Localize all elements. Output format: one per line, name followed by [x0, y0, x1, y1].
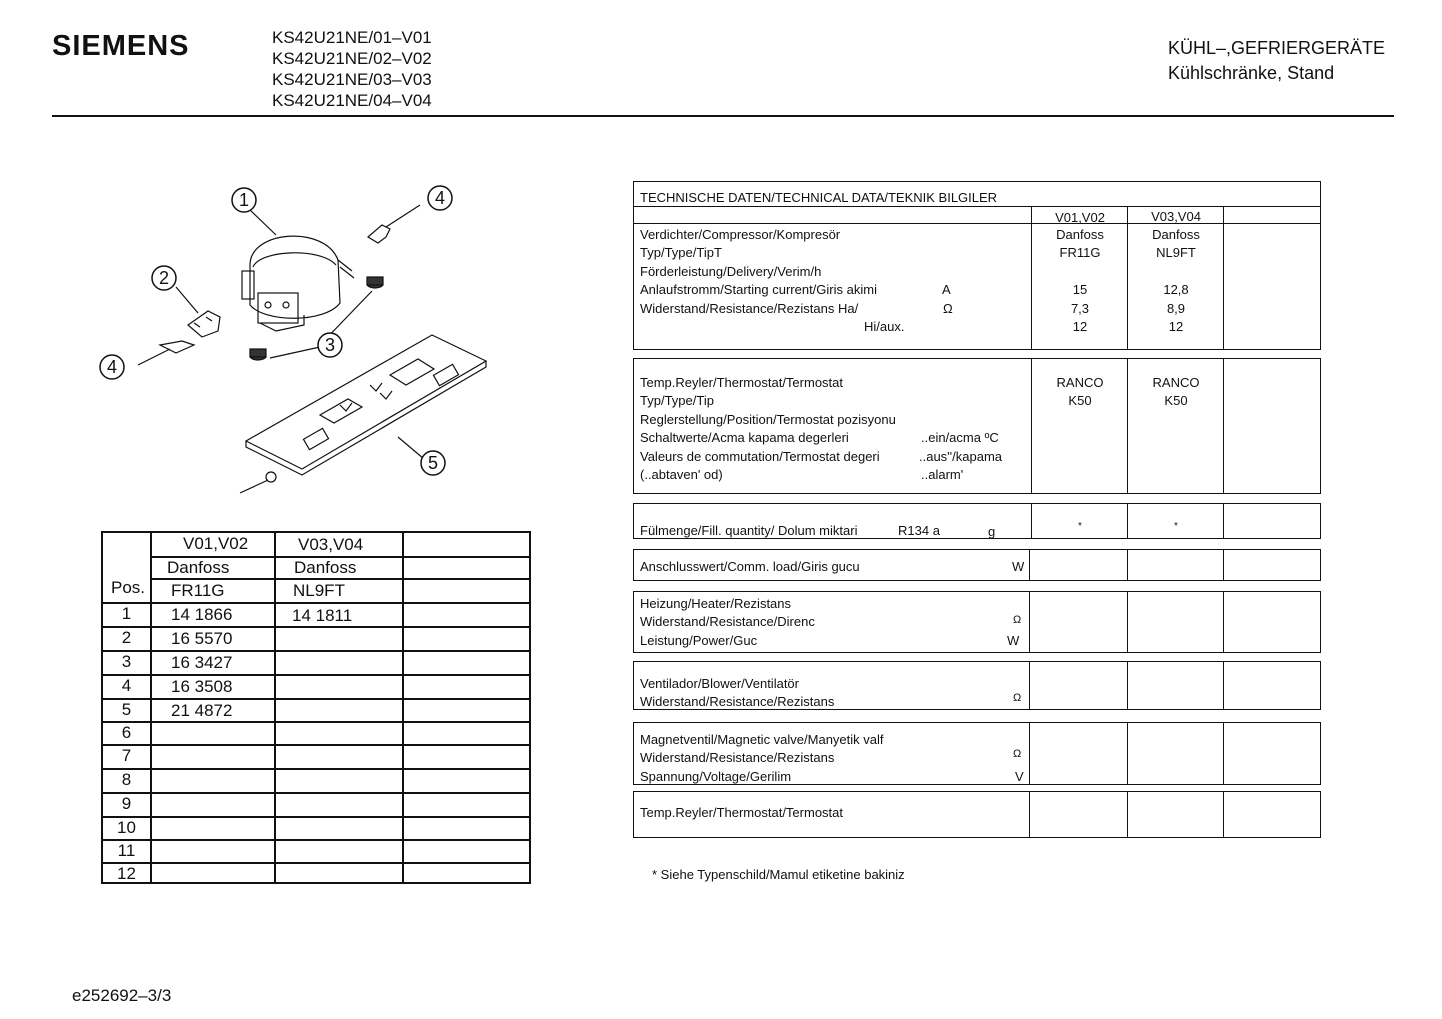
parts-pos: 2	[121, 628, 132, 647]
parts-number: 14 1866	[171, 605, 233, 624]
callout-label: 3	[324, 335, 336, 355]
tech-value: 8,9	[1166, 301, 1186, 316]
callout-label: 5	[427, 453, 439, 473]
document-id: e252692–3/3	[72, 986, 172, 1005]
tech-line: Valeurs de commutation/Termostat degeri	[640, 449, 880, 464]
model-list	[272, 27, 432, 111]
parts-pos: 8	[121, 770, 132, 789]
unit-label: Ω	[1013, 748, 1022, 760]
tech-line: Anschlusswert/Comm. load/Giris gucu	[640, 559, 860, 574]
parts-pos: 3	[121, 652, 132, 671]
tech-value: *	[1174, 521, 1178, 532]
category	[1168, 36, 1385, 86]
model-item: KS42U21NE/04–V04	[272, 91, 432, 110]
callout-label: 2	[158, 268, 170, 288]
tech-value: 15	[1072, 282, 1088, 297]
header-divider	[52, 115, 1394, 117]
model-item: KS42U21NE/02–V02	[272, 49, 432, 68]
tech-line: Anlaufstromm/Starting current/Giris akimi	[640, 282, 877, 297]
parts-pos: 10	[117, 818, 136, 837]
tech-line: Widerstand/Resistance/Direnc	[640, 614, 815, 629]
unit-label: g	[988, 524, 996, 539]
footnote: * Siehe Typenschild/Mamul etiketine bakiniz	[652, 867, 905, 882]
tech-suffix: ..ein/acma ºC	[921, 430, 999, 445]
unit-label: W	[1007, 633, 1020, 648]
tech-value: 12	[1168, 319, 1184, 334]
parts-pos: 4	[121, 676, 132, 695]
tech-value: K50	[1068, 393, 1092, 408]
tech-suffix: ..alarm'	[921, 467, 964, 482]
callout-label: 4	[434, 188, 446, 208]
tech-box-fill	[633, 503, 1321, 539]
tech-line: Fülmenge/Fill. quantity/ Dolum miktari	[640, 523, 858, 538]
tech-line: Magnetventil/Magnetic valve/Manyetik valf	[640, 732, 884, 747]
tech-value: FR11G	[1059, 245, 1101, 260]
pos-label: Pos.	[111, 578, 146, 597]
parts-brand: Danfoss	[294, 558, 357, 577]
unit-label: V	[1015, 769, 1024, 784]
tech-line: Reglerstellung/Position/Termostat pozisyonu	[640, 412, 896, 427]
parts-brand: Danfoss	[167, 558, 230, 577]
parts-pos: 9	[121, 794, 132, 813]
model-item: KS42U21NE/01–V01	[272, 28, 432, 47]
unit-label: W	[1012, 559, 1025, 574]
parts-number: 21 4872	[171, 701, 233, 720]
tech-value: 12,8	[1163, 282, 1189, 297]
parts-number: 16 3508	[171, 677, 233, 696]
tech-value: RANCO	[1152, 375, 1200, 390]
tech-line: Widerstand/Resistance/Rezistans Ha/	[640, 301, 859, 316]
tech-box-thermostat2	[633, 791, 1321, 838]
tech-line: Temp.Reyler/Thermostat/Termostat	[640, 805, 844, 820]
tech-col-header: V01,V02	[1055, 210, 1105, 225]
unit-label: Ω	[943, 301, 953, 316]
parts-number: 16 3427	[171, 653, 233, 672]
unit-label: Ω	[1013, 614, 1022, 626]
unit-label: Ω	[1013, 692, 1022, 704]
tech-box-thermostat	[633, 358, 1321, 494]
tech-line: Temp.Reyler/Thermostat/Termostat	[640, 375, 844, 390]
parts-pos: 5	[121, 700, 132, 719]
tech-title: TECHNISCHE DATEN/TECHNICAL DATA/TEKNIK BILGILER	[640, 190, 998, 205]
tech-line: Typ/Type/Tip	[640, 393, 714, 408]
category-title: KÜHL–,GEFRIERGERÄTE	[1168, 38, 1386, 58]
tech-line: Schaltwerte/Acma kapama degerleri	[640, 430, 849, 445]
tech-suffix: ..aus''/kapama	[919, 449, 1003, 464]
tech-value: NL9FT	[1156, 245, 1196, 260]
tech-box-valve	[633, 722, 1321, 785]
tech-line: Heizung/Heater/Rezistans	[640, 596, 792, 611]
tech-line: Hi/aux.	[864, 319, 905, 334]
tech-line: (..abtaven' od)	[640, 467, 723, 482]
tech-box-heater	[633, 591, 1321, 653]
tech-line: Ventilador/Blower/Ventilatör	[640, 676, 799, 691]
brand-logo: SIEMENS	[52, 30, 190, 62]
tech-col-header: V03,V04	[1151, 209, 1201, 224]
unit-label: A	[942, 282, 951, 297]
tech-line: Verdichter/Compressor/Kompresör	[640, 227, 841, 242]
tech-box-blower	[633, 661, 1321, 710]
refrigerant: R134 a	[898, 523, 940, 538]
tech-line: Förderleistung/Delivery/Verim/h	[640, 264, 822, 279]
parts-pos: 1	[121, 604, 132, 623]
tech-value: K50	[1164, 393, 1188, 408]
tech-value: Danfoss	[1056, 227, 1104, 242]
callout-label: 1	[238, 190, 250, 210]
tech-value: 12	[1072, 319, 1088, 334]
parts-col-header: V01,V02	[183, 534, 249, 553]
parts-pos: 6	[121, 723, 132, 742]
tech-box-compressor	[633, 181, 1321, 350]
tech-value: *	[1078, 521, 1082, 532]
parts-table	[101, 531, 531, 884]
tech-line: Leistung/Power/Guc	[640, 633, 758, 648]
compressor-exploded-diagram	[90, 175, 510, 505]
parts-number: 14 1811	[292, 606, 353, 625]
tech-value: 7,3	[1070, 301, 1090, 316]
parts-col-header: V03,V04	[298, 535, 364, 554]
parts-pos: 12	[117, 864, 136, 883]
tech-line: Widerstand/Resistance/Rezistans	[640, 694, 835, 709]
category-subtitle: Kühlschränke, Stand	[1168, 63, 1335, 83]
parts-number: 16 5570	[171, 629, 233, 648]
model-item: KS42U21NE/03–V03	[272, 70, 432, 89]
callout-label: 4	[106, 357, 118, 377]
parts-pos: 7	[121, 746, 132, 765]
tech-line: Widerstand/Resistance/Rezistans	[640, 750, 835, 765]
tech-value: Danfoss	[1152, 227, 1200, 242]
tech-value: RANCO	[1056, 375, 1104, 390]
tech-line: Spannung/Voltage/Gerilim	[640, 769, 792, 784]
parts-type: FR11G	[171, 581, 225, 600]
tech-box-load	[633, 549, 1321, 581]
tech-line: Typ/Type/TipT	[640, 245, 722, 260]
parts-type: NL9FT	[293, 581, 345, 600]
parts-pos: 11	[117, 841, 136, 860]
